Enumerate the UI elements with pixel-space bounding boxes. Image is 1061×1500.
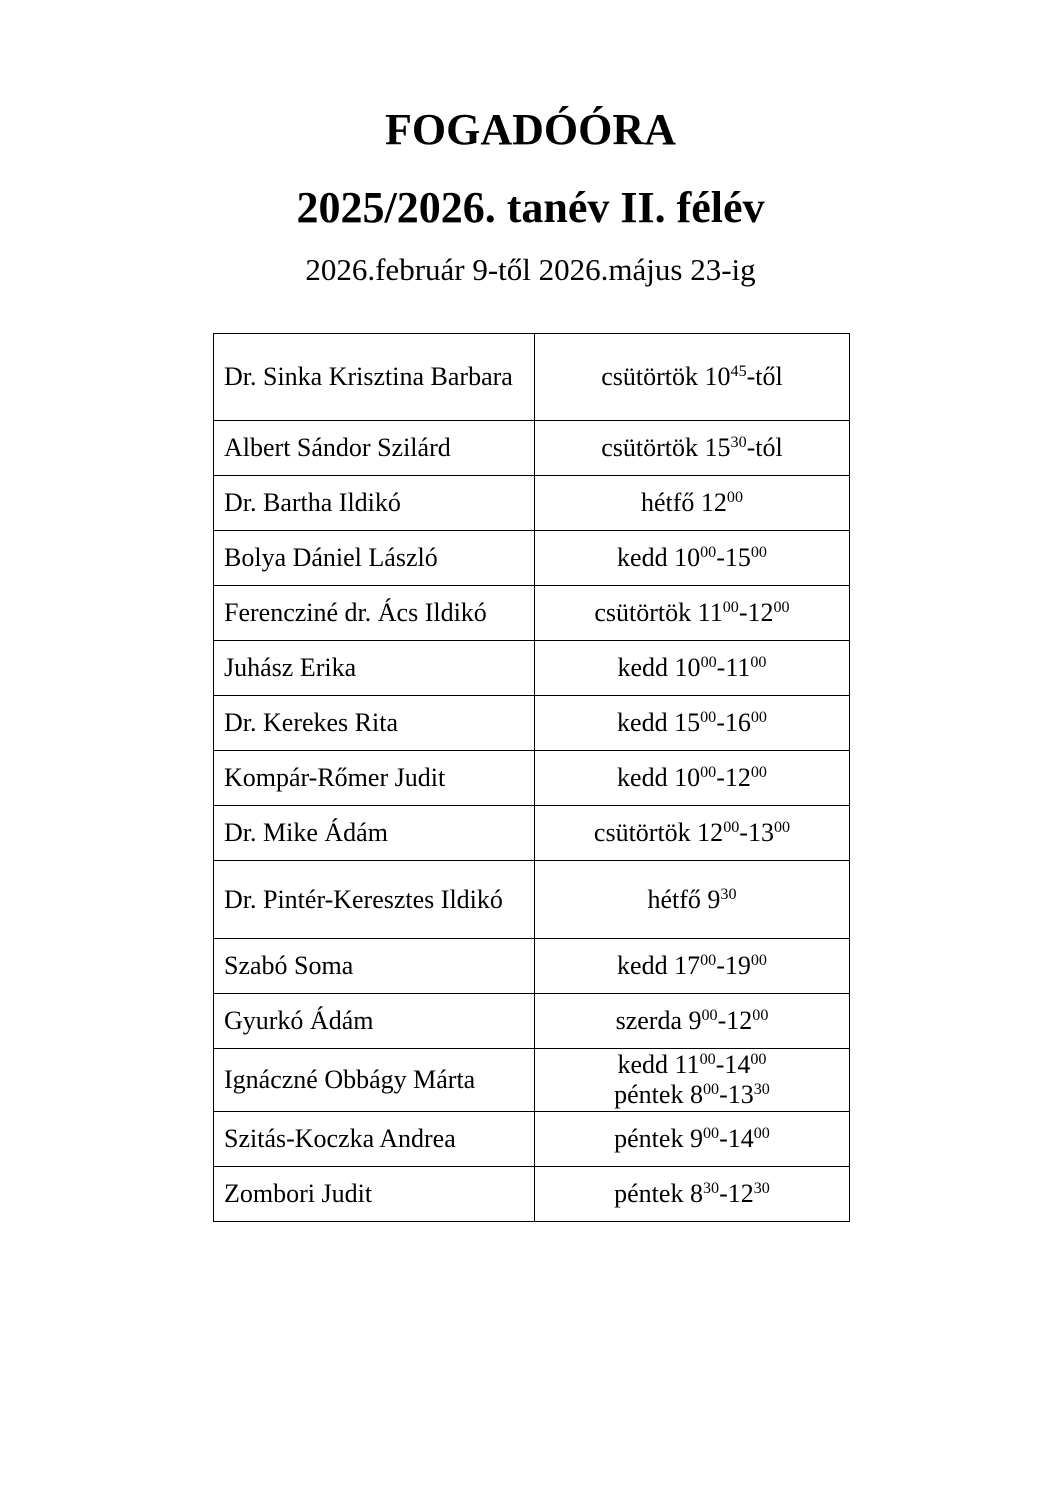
office-hours-time bbox=[545, 1124, 839, 1154]
time-minutes: 45 bbox=[730, 363, 747, 381]
time-minutes: 00 bbox=[726, 489, 744, 507]
table-row bbox=[214, 1049, 850, 1112]
office-hours-time bbox=[545, 1050, 839, 1080]
time-text: csütörtök 12 bbox=[593, 818, 724, 847]
time-text: -14 bbox=[719, 1124, 754, 1153]
time-text: csütörtök 10 bbox=[601, 362, 731, 391]
time-minutes: 00 bbox=[773, 599, 790, 617]
office-hours-time bbox=[545, 951, 839, 981]
office-hours-time bbox=[545, 763, 839, 793]
office-hours-cell bbox=[535, 806, 850, 861]
office-hours-time bbox=[545, 433, 839, 463]
time-text: -12 bbox=[717, 1006, 753, 1035]
time-minutes: 00 bbox=[722, 599, 739, 617]
office-hours-cell bbox=[535, 531, 850, 586]
time-text: -től bbox=[746, 362, 783, 391]
office-hours-time bbox=[545, 1080, 839, 1110]
time-minutes: 30 bbox=[702, 1180, 720, 1198]
time-text: csütörtök 15 bbox=[601, 433, 731, 462]
time-minutes: 00 bbox=[750, 952, 767, 970]
teacher-name: Zombori Judit bbox=[214, 1167, 535, 1222]
time-minutes: 00 bbox=[700, 709, 717, 727]
time-minutes: 30 bbox=[720, 885, 737, 903]
table-row bbox=[214, 806, 850, 861]
time-text: kedd 15 bbox=[617, 708, 701, 737]
table-row bbox=[214, 1112, 850, 1167]
time-text: -12 bbox=[738, 598, 774, 627]
time-text: kedd 10 bbox=[617, 543, 701, 572]
time-minutes: 00 bbox=[753, 1125, 770, 1143]
time-minutes: 00 bbox=[773, 819, 791, 837]
office-hours-time bbox=[545, 362, 839, 392]
time-text: -tól bbox=[746, 433, 783, 462]
time-text: péntek 9 bbox=[614, 1124, 703, 1153]
office-hours-cell bbox=[535, 586, 850, 641]
time-minutes: 00 bbox=[750, 764, 767, 782]
table-row bbox=[214, 939, 850, 994]
office-hours-cell bbox=[535, 1167, 850, 1222]
office-hours-cell bbox=[535, 751, 850, 806]
teacher-name: Szitás-Koczka Andrea bbox=[214, 1112, 535, 1167]
table-row bbox=[214, 476, 850, 531]
table-row bbox=[214, 696, 850, 751]
time-minutes: 00 bbox=[700, 544, 717, 562]
teacher-name: Dr. Sinka Krisztina Barbara bbox=[214, 334, 535, 421]
teacher-name: Szabó Soma bbox=[214, 939, 535, 994]
time-minutes: 00 bbox=[750, 1051, 767, 1069]
time-text: -14 bbox=[715, 1050, 751, 1079]
table-row bbox=[214, 1167, 850, 1222]
time-text: -15 bbox=[716, 543, 751, 572]
teacher-name: Ferencziné dr. Ács Ildikó bbox=[214, 586, 535, 641]
office-hours-time bbox=[545, 818, 839, 848]
office-hours-cell bbox=[535, 939, 850, 994]
office-hours-time bbox=[545, 653, 839, 683]
time-minutes: 00 bbox=[701, 1007, 718, 1025]
teacher-name: Dr. Kerekes Rita bbox=[214, 696, 535, 751]
time-minutes: 00 bbox=[699, 1051, 716, 1069]
office-hours-time bbox=[545, 488, 839, 518]
office-hours-cell bbox=[535, 334, 850, 421]
time-minutes: 00 bbox=[702, 1081, 720, 1099]
office-hours-cell bbox=[535, 421, 850, 476]
time-text: -13 bbox=[739, 818, 774, 847]
time-text: kedd 10 bbox=[617, 763, 701, 792]
time-text: kedd 10 bbox=[617, 653, 701, 682]
time-text: kedd 17 bbox=[617, 951, 701, 980]
office-hours-cell bbox=[535, 1049, 850, 1112]
time-minutes: 00 bbox=[700, 952, 717, 970]
table-row bbox=[214, 861, 850, 939]
time-text: -12 bbox=[719, 1179, 754, 1208]
time-text: -11 bbox=[716, 653, 751, 682]
office-hours-cell bbox=[535, 476, 850, 531]
teacher-name: Juhász Erika bbox=[214, 641, 535, 696]
office-hours-cell bbox=[535, 994, 850, 1049]
table-row bbox=[214, 421, 850, 476]
time-minutes: 30 bbox=[753, 1180, 770, 1198]
office-hours-table bbox=[213, 333, 850, 1222]
time-minutes: 30 bbox=[753, 1081, 770, 1099]
teacher-name: Dr. Mike Ádám bbox=[214, 806, 535, 861]
time-minutes: 00 bbox=[750, 709, 767, 727]
time-minutes: 30 bbox=[730, 434, 747, 452]
office-hours-cell bbox=[535, 1112, 850, 1167]
teacher-name: Albert Sándor Szilárd bbox=[214, 421, 535, 476]
time-minutes: 00 bbox=[750, 544, 767, 562]
teacher-name: Kompár-Rőmer Judit bbox=[214, 751, 535, 806]
term-heading: 2025/2026. tanév II. félév bbox=[296, 183, 765, 232]
table-row bbox=[214, 586, 850, 641]
time-text: hétfő 12 bbox=[640, 488, 727, 517]
teacher-name: Gyurkó Ádám bbox=[214, 994, 535, 1049]
time-text: péntek 8 bbox=[614, 1179, 703, 1208]
teacher-name: Bolya Dániel László bbox=[214, 531, 535, 586]
time-text: csütörtök 11 bbox=[594, 598, 723, 627]
teacher-name: Dr. Bartha Ildikó bbox=[214, 476, 535, 531]
time-text: szerda 9 bbox=[615, 1006, 702, 1035]
office-hours-time bbox=[545, 598, 839, 628]
office-hours-time bbox=[545, 1179, 839, 1209]
table-row bbox=[214, 751, 850, 806]
office-hours-cell bbox=[535, 696, 850, 751]
time-text: -16 bbox=[716, 708, 751, 737]
table-row bbox=[214, 531, 850, 586]
time-text: hétfő 9 bbox=[647, 884, 721, 914]
office-hours-cell bbox=[535, 861, 850, 939]
time-text: -13 bbox=[719, 1080, 754, 1109]
time-minutes: 00 bbox=[723, 819, 740, 837]
table-row bbox=[214, 994, 850, 1049]
time-minutes: 00 bbox=[700, 764, 717, 782]
office-hours-time bbox=[545, 708, 839, 738]
page-title: FOGADÓÓRA bbox=[385, 105, 676, 154]
table-row bbox=[214, 641, 850, 696]
time-minutes: 00 bbox=[750, 654, 767, 672]
time-text: -12 bbox=[716, 763, 751, 792]
time-minutes: 00 bbox=[752, 1007, 769, 1025]
time-text: péntek 8 bbox=[614, 1080, 703, 1109]
office-hours-time bbox=[545, 543, 839, 573]
time-text: -19 bbox=[716, 951, 751, 980]
time-text: kedd 11 bbox=[617, 1050, 700, 1079]
teacher-name: Ignáczné Obbágy Márta bbox=[214, 1049, 535, 1112]
teacher-name: Dr. Pintér-Keresztes Ildikó bbox=[214, 861, 535, 939]
office-hours-time bbox=[545, 885, 839, 915]
office-hours-cell bbox=[535, 641, 850, 696]
office-hours-table-body bbox=[214, 334, 850, 1222]
time-minutes: 00 bbox=[702, 1125, 720, 1143]
period-subtitle: 2026.február 9-től 2026.május 23-ig bbox=[305, 252, 756, 287]
office-hours-time bbox=[545, 1006, 839, 1036]
time-minutes: 00 bbox=[700, 654, 717, 672]
table-row bbox=[214, 334, 850, 421]
